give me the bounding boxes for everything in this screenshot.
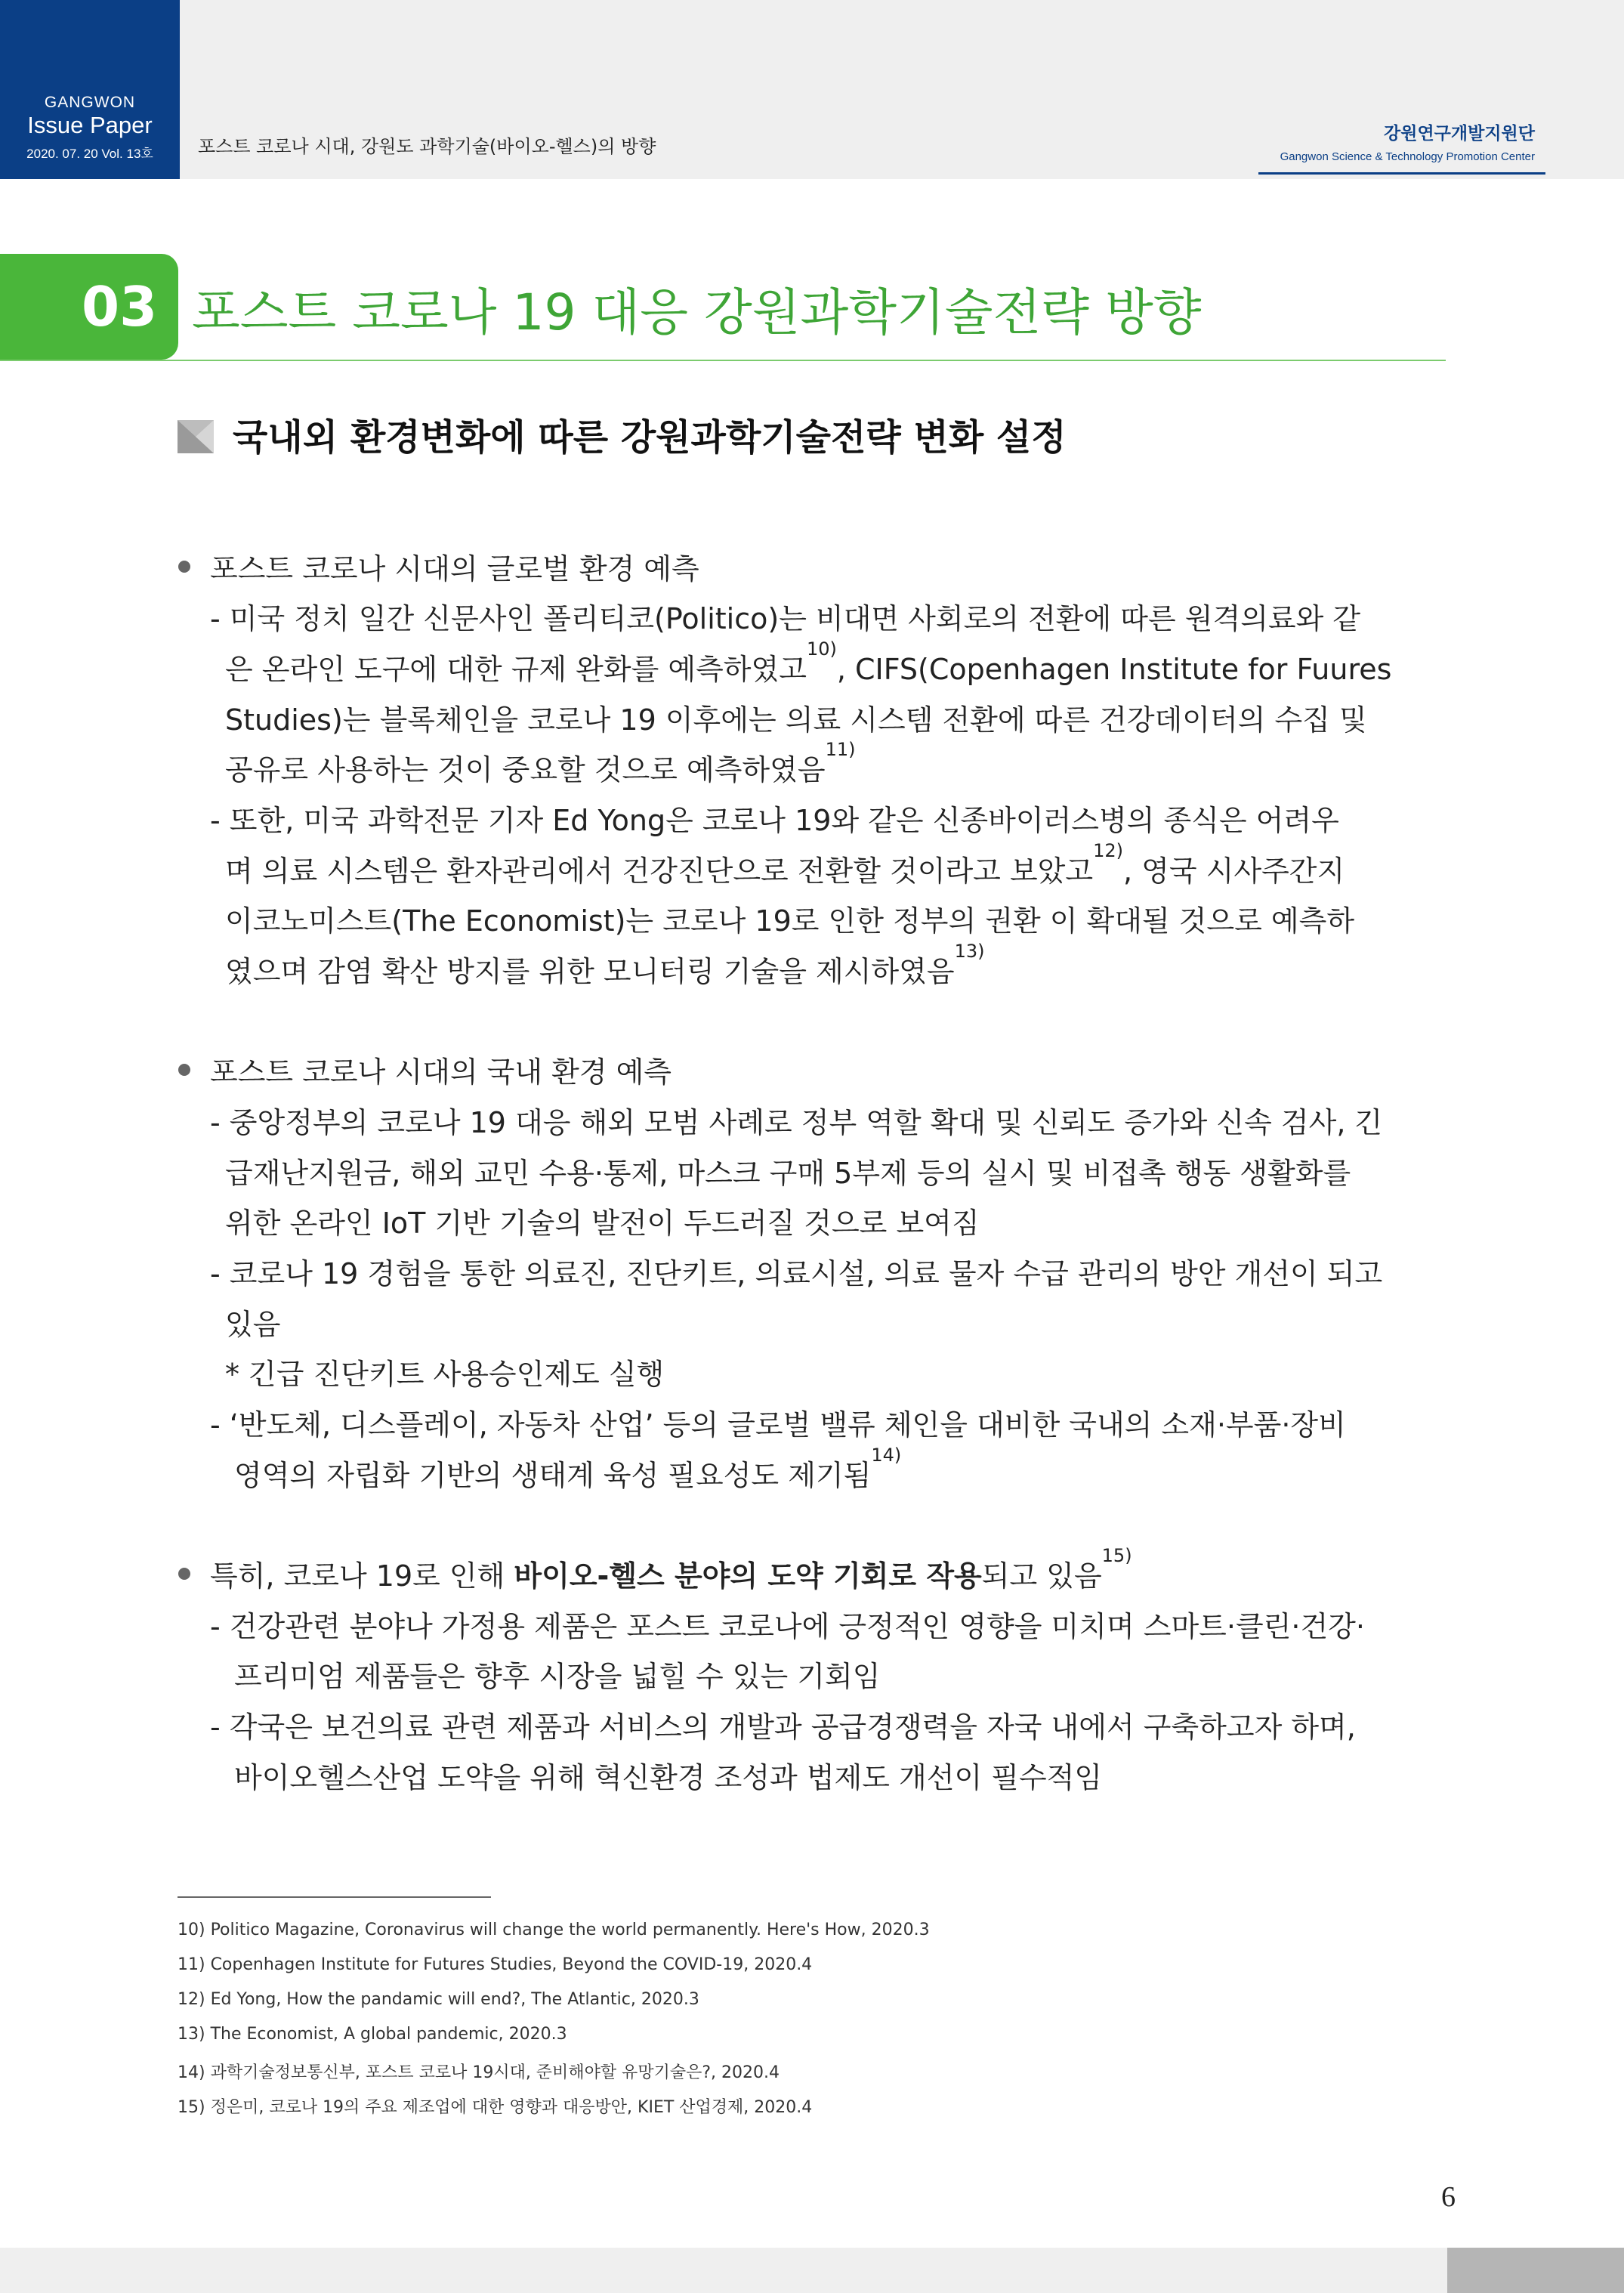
text-segment: 은 온라인 도구에 대한 규제 완화를 예측하였고 — [225, 653, 807, 686]
gray-square-icon — [178, 420, 214, 453]
text-line — [225, 739, 856, 788]
org-name-english: Gangwon Science & Technology Promotion Center — [1280, 150, 1535, 163]
text-line — [225, 638, 1392, 688]
text-line: Studies)는 블록체인을 코로나 19 이후에는 의료 시스템 전환에 따른 건강데이터의 수집 및 — [225, 703, 1367, 737]
text-line: - 또한, 미국 과학전문 기자 Ed Yong은 코로나 19와 같은 신종바이러스병의 종식은 어려우 — [210, 804, 1339, 837]
text-line — [225, 941, 985, 990]
text-segment: 되고 있음 — [981, 1559, 1102, 1593]
footer-accent — [1447, 2248, 1624, 2293]
header-org — [1280, 119, 1535, 163]
text-segment: , 영국 시사주간지 — [1123, 854, 1345, 888]
footnote-rule — [178, 1896, 491, 1898]
text-line: - 각국은 보건의료 관련 제품과 서비스의 개발과 공급경쟁력을 자국 내에서 구축하고자 하며, — [210, 1710, 1356, 1744]
footnote-ref: 15) — [1101, 1545, 1132, 1566]
text-segment: , CIFS(Copenhagen Institute for Fuures — [836, 653, 1392, 686]
footer-band — [0, 2248, 1447, 2293]
footnote-ref: 12) — [1093, 840, 1123, 861]
footnote: 10) Politico Magazine, Coronavirus will change the world permanently. Here's How, 2020.3 — [178, 1921, 930, 1939]
text-line: - 건강관련 분야나 가정용 제품은 포스트 코로나에 긍정적인 영향을 미치며 스마트·클린·건강· — [210, 1610, 1365, 1643]
footnote: 11) Copenhagen Institute for Futures Studies, Beyond the COVID-19, 2020.4 — [178, 1955, 813, 1974]
text-segment: 며 의료 시스템은 환자관리에서 건강진단으로 전환할 것이라고 보았고 — [225, 854, 1094, 888]
footnote: 15) 정은미, 코로나 19의 주요 제조업에 대한 영향과 대응방안, KIET 산업경제, 2020.4 — [178, 2098, 813, 2117]
text-segment: 특히, 코로나 19로 인해 — [210, 1559, 514, 1593]
bullet-dot — [178, 561, 190, 573]
section-rule — [0, 360, 1446, 361]
section-number: 03 — [82, 275, 158, 338]
section-number-badge — [0, 254, 178, 360]
issue-paper-logo — [0, 0, 180, 179]
footnote-ref: 13) — [954, 941, 985, 962]
bullet-dot — [178, 1568, 190, 1580]
text-line: - 중앙정부의 코로나 19 대응 해외 모범 사례로 정부 역할 확대 및 신뢰도 증가와 신속 검사, 긴 — [210, 1106, 1383, 1139]
section-title: 포스트 코로나 19 대응 강원과학기술전략 방향 — [192, 283, 1202, 341]
emphasis-text: 바이오-헬스 분야의 도약 기회로 작용 — [514, 1559, 982, 1593]
text-line: - 미국 정치 일간 신문사인 폴리티코(Politico)는 비대면 사회로의 전환에 따른 원격의료와 같 — [210, 602, 1361, 635]
header-rule — [1258, 172, 1545, 175]
text-line — [234, 1445, 902, 1494]
footnote-ref: 14) — [871, 1445, 902, 1466]
text-line: 급재난지원금, 해외 교민 수용·통제, 마스크 구매 5부제 등의 실시 및 비접촉 행동 생활화를 — [225, 1157, 1351, 1190]
text-line: 바이오헬스산업 도약을 위해 혁신환경 조성과 법제도 개선이 필수적임 — [234, 1761, 1103, 1794]
bullet-dot — [178, 1064, 190, 1076]
text-line: 이코노미스트(The Economist)는 코로나 19로 인한 정부의 권환 이 확대될 것으로 예측하 — [225, 904, 1355, 938]
logo-line-date: 2020. 07. 20 Vol. 13호 — [26, 147, 153, 161]
text-line: 프리미엄 제품들은 향후 시장을 넓힐 수 있는 기회임 — [234, 1660, 881, 1693]
page-number: 6 — [1441, 2181, 1456, 2213]
text-segment: 공유로 사용하는 것이 중요할 것으로 예측하였음 — [225, 753, 826, 786]
footnote-ref: 10) — [806, 638, 837, 660]
text-segment: 영역의 자립화 기반의 생태계 육성 필요성도 제기됨 — [234, 1459, 872, 1492]
footnote: 14) 과학기술정보통신부, 포스트 코로나 19시대, 준비해야할 유망기술은?, 2020.4 — [178, 2063, 780, 2082]
note-line: * 긴급 진단키트 사용승인제도 실행 — [225, 1358, 665, 1391]
bullet-title: 포스트 코로나 시대의 국내 환경 예측 — [210, 1055, 672, 1089]
bullet-title: 포스트 코로나 시대의 글로벌 환경 예측 — [210, 552, 699, 586]
text-segment: 였으며 감염 확산 방지를 위한 모니터링 기술을 제시하였음 — [225, 955, 955, 988]
footnote-ref: 11) — [825, 739, 856, 760]
header-title: 포스트 코로나 시대, 강원도 과학기술(바이오-헬스)의 방향 — [198, 136, 656, 157]
footnote: 13) The Economist, A global pandemic, 2020.3 — [178, 2025, 567, 2044]
logo-line-gangwon: GANGWON — [44, 94, 136, 111]
text-line: 있음 — [225, 1308, 281, 1341]
bullet-title — [210, 1545, 1132, 1594]
text-line: - 코로나 19 경험을 통한 의료진, 진단키트, 의료시설, 의료 물자 수급 관리의 방안 개선이 되고 — [210, 1257, 1383, 1290]
subheading-title: 국내외 환경변화에 따른 강원과학기술전략 변화 설정 — [233, 416, 1067, 459]
org-name-korean: 강원연구개발지원단 — [1384, 124, 1535, 144]
text-line: 위한 온라인 IoT 기반 기술의 발전이 두드러질 것으로 보여짐 — [225, 1207, 980, 1240]
logo-line-issue-paper: Issue Paper — [27, 112, 153, 138]
footnote: 12) Ed Yong, How the pandamic will end?, The Atlantic, 2020.3 — [178, 1990, 699, 2009]
text-line: - ‘반도체, 디스플레이, 자동차 산업’ 등의 글로벌 밸류 체인을 대비한 국내의 소재·부품·장비 — [210, 1408, 1346, 1442]
text-line — [225, 840, 1345, 889]
